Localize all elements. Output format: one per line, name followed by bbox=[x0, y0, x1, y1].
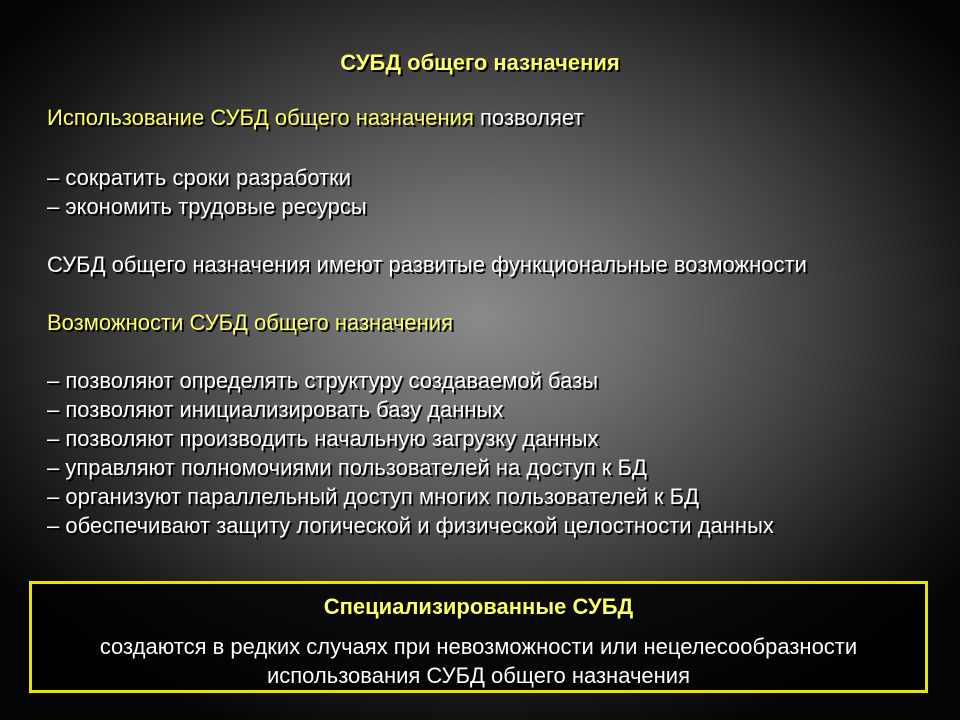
benefit-item: – сократить сроки разработки bbox=[47, 165, 352, 190]
capability-item: – позволяют инициализировать базу данных bbox=[47, 397, 504, 422]
statement-text: СУБД общего назначения имеют развитые функциональные возможности bbox=[47, 252, 807, 277]
capability-item: – позволяют производить начальную загрузку данных bbox=[47, 426, 599, 451]
capability-item: – организуют параллельный доступ многих пользователей к БД bbox=[47, 484, 700, 509]
capability-item: – управляют полномочиями пользователей на доступ к БД bbox=[47, 455, 647, 480]
specialized-title: Специализированные СУБД bbox=[323, 594, 634, 619]
specialized-text-line: использования СУБД общего назначения bbox=[266, 663, 691, 688]
capabilities-heading: Возможности СУБД общего назначения bbox=[47, 310, 454, 335]
slide-title: СУБД общего назначения bbox=[340, 50, 620, 75]
capability-item: – позволяют определять структуру создаваемой базы bbox=[47, 368, 599, 393]
specialized-text-line: создаются в редких случаях при невозможности или нецелесообразности bbox=[99, 634, 858, 659]
benefit-item: – экономить трудовые ресурсы bbox=[47, 194, 367, 219]
intro-rest: позволяет bbox=[473, 105, 584, 130]
specialized-text bbox=[32, 632, 925, 690]
intro-highlight: Использование СУБД общего назначения bbox=[47, 105, 474, 130]
specialized-dbms-box bbox=[29, 581, 928, 693]
intro-line bbox=[47, 104, 584, 132]
capability-item: – обеспечивают защиту логической и физической целостности данных bbox=[47, 513, 774, 538]
